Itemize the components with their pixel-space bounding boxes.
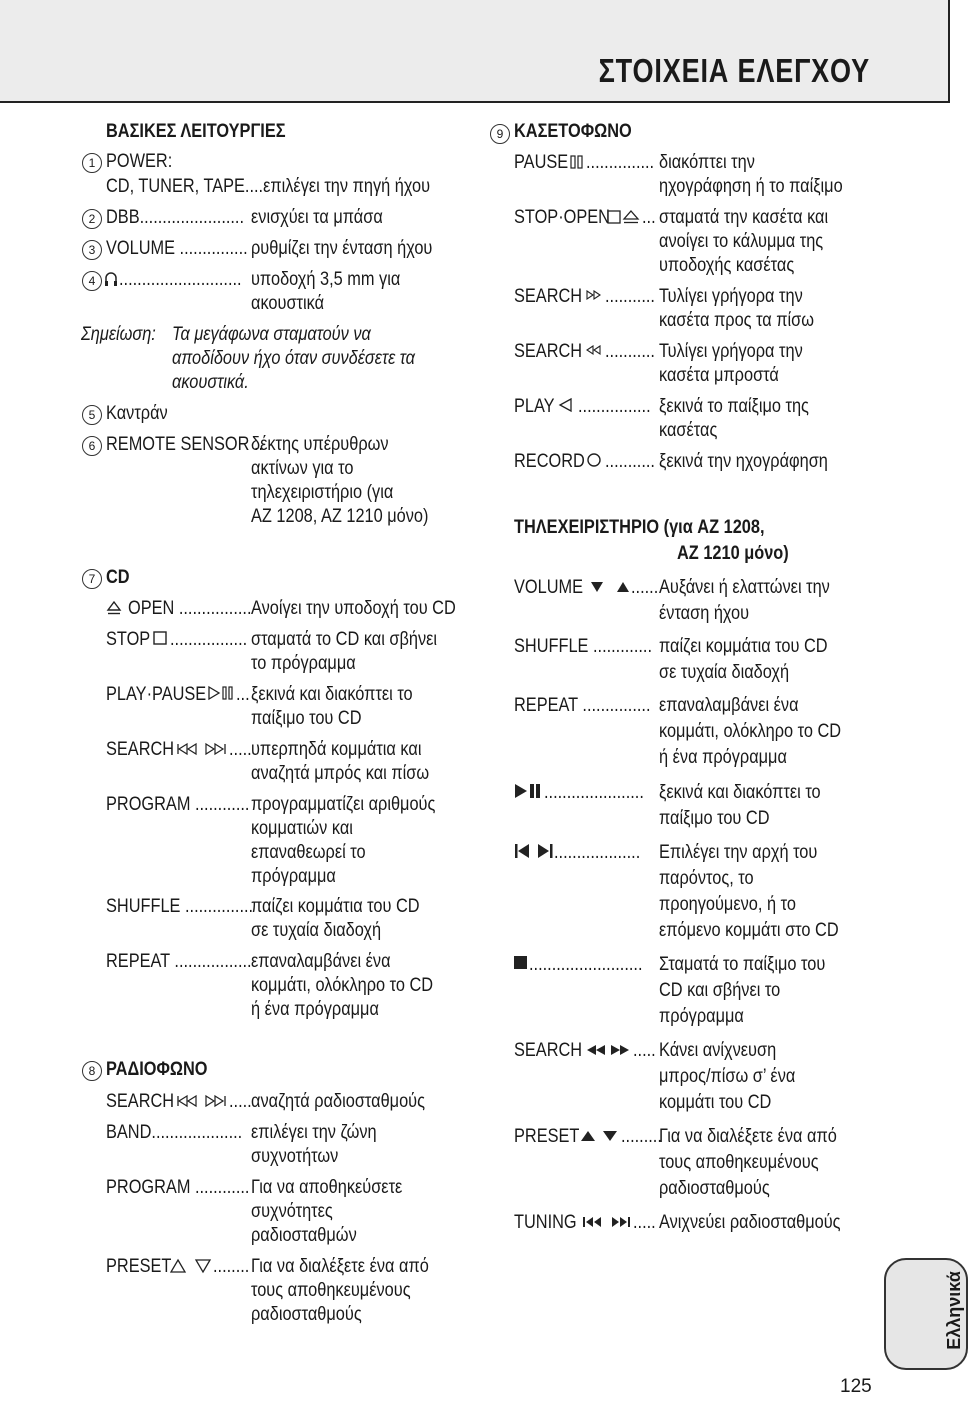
control-label: ... bbox=[642, 207, 656, 228]
skip-prev-next-icon bbox=[176, 1094, 228, 1108]
control-desc: CD, TUNER, TAPE....επιλέγει την πηγή ήχου bbox=[106, 176, 431, 197]
control-desc: κομμάτι, ολόκληρο το CD bbox=[659, 721, 842, 742]
tuning-skip-solid-icon bbox=[582, 1215, 634, 1229]
control-label: OPEN ................ bbox=[128, 598, 252, 619]
callout-number: 2 bbox=[82, 209, 102, 229]
control-desc: ξεκινά την ηχογράφηση bbox=[659, 451, 828, 472]
play-pause-solid-icon bbox=[514, 783, 542, 799]
stop-solid-icon bbox=[514, 956, 528, 970]
up-down-outline-icon bbox=[170, 1258, 212, 1274]
section-heading-cd: CD bbox=[106, 567, 130, 588]
control-desc: Επιλέγει την αρχή του bbox=[659, 842, 818, 863]
control-desc: σταματά την κασέτα και bbox=[659, 207, 829, 228]
control-label: SEARCH bbox=[106, 1091, 175, 1112]
control-label: PLAY bbox=[514, 396, 555, 417]
control-desc: προγραμματίζει αριθμούς bbox=[251, 794, 436, 815]
control-desc: Τυλίγει γρήγορα την bbox=[659, 341, 803, 362]
callout-number: 1 bbox=[82, 153, 102, 173]
control-label: PRESET bbox=[106, 1256, 172, 1277]
control-desc: Ανοίγει την υποδοχή του CD bbox=[251, 598, 456, 619]
control-desc: ένταση ήχου bbox=[659, 603, 750, 624]
section-heading-remote: ΤΗΛΕΧΕΙΡΙΣΤΗΡΙΟ (για AZ 1208, bbox=[514, 517, 765, 538]
control-desc: σταματά το CD και σβήνει bbox=[251, 629, 438, 650]
record-icon bbox=[586, 452, 602, 468]
control-desc: επαναθεωρεί το bbox=[251, 842, 366, 863]
control-desc: επόμενο κομμάτι στο CD bbox=[659, 920, 839, 941]
control-desc: Ανιχνεύει ραδιοσταθμούς bbox=[659, 1212, 841, 1233]
control-desc: Αυξάνει ή ελαττώνει την bbox=[659, 577, 830, 598]
callout-number: 5 bbox=[82, 405, 102, 425]
skip-prev-next-icon bbox=[176, 742, 228, 756]
control-desc: πρόγραμμα bbox=[659, 1006, 744, 1027]
language-tab-label: Ελληνικά bbox=[943, 1271, 964, 1350]
control-desc: ξεκινά και διακόπτει το bbox=[659, 782, 821, 803]
control-label: SHUFFLE ............. bbox=[514, 636, 653, 657]
control-label: ... bbox=[236, 684, 250, 705]
callout-number: 7 bbox=[82, 569, 102, 589]
control-desc: κομμάτι του CD bbox=[659, 1092, 772, 1113]
control-label: ........... bbox=[605, 341, 655, 362]
note-text: αποδίδουν ήχο όταν συνδέσετε τα bbox=[172, 348, 416, 369]
control-desc: επιλέγει την ζώνη bbox=[251, 1122, 377, 1143]
control-desc: το πρόγραμμα bbox=[251, 653, 356, 674]
control-label: SEARCH bbox=[514, 1040, 583, 1061]
control-label: POWER: bbox=[106, 151, 173, 172]
section-heading-tape: ΚΑΣΕΤΟΦΩΝΟ bbox=[514, 121, 632, 142]
control-desc: Για να αποθηκεύσετε bbox=[251, 1177, 403, 1198]
control-desc: αναζητά ραδιοσταθμούς bbox=[251, 1091, 425, 1112]
control-desc: διακόπτει την bbox=[659, 152, 755, 173]
control-desc: πρόγραμμα bbox=[251, 866, 336, 887]
control-desc: παρόντος, το bbox=[659, 868, 754, 889]
control-desc: υποδοχή 3,5 mm για bbox=[251, 269, 401, 290]
control-desc: κασέτας bbox=[659, 420, 718, 441]
control-desc: σε τυχαία διαδοχή bbox=[659, 662, 790, 683]
control-label: SEARCH bbox=[514, 341, 583, 362]
control-label: ......................... bbox=[529, 954, 643, 975]
control-desc: υποδοχής κασέτας bbox=[659, 255, 795, 276]
control-desc: κομματιών και bbox=[251, 818, 353, 839]
control-label: BAND.................... bbox=[106, 1122, 243, 1143]
control-desc: ακουστικά bbox=[251, 293, 325, 314]
control-desc: Σταματά το παίξιμο του bbox=[659, 954, 826, 975]
control-label: PROGRAM ............ bbox=[106, 794, 250, 815]
control-label: ................... bbox=[554, 842, 641, 863]
control-label: STOP bbox=[106, 629, 151, 650]
up-down-solid-icon bbox=[579, 1129, 621, 1143]
control-label: REPEAT ............... bbox=[514, 695, 651, 716]
control-desc: ξεκινά και διακόπτει το bbox=[251, 684, 413, 705]
control-label: VOLUME bbox=[514, 577, 584, 598]
control-label: REMOTE SENSOR .. bbox=[106, 434, 264, 455]
control-desc: τους αποθηκευμένους bbox=[659, 1152, 819, 1173]
callout-number: 3 bbox=[82, 240, 102, 260]
control-desc: ακτίνων για το bbox=[251, 458, 354, 479]
control-label: ...... bbox=[631, 577, 659, 598]
control-label: SEARCH bbox=[106, 739, 175, 760]
rewind-forward-solid-icon bbox=[585, 1043, 635, 1057]
control-desc: τους αποθηκευμένους bbox=[251, 1280, 411, 1301]
control-desc: τηλεχειριστήριο (για bbox=[251, 482, 394, 503]
play-left-icon bbox=[558, 397, 574, 413]
callout-number: 9 bbox=[490, 124, 510, 144]
control-label: ............... bbox=[586, 152, 655, 173]
page-number: 125 bbox=[840, 1376, 872, 1397]
control-label: SHUFFLE ............... bbox=[106, 896, 254, 917]
control-label: ........... bbox=[605, 451, 655, 472]
rewind-icon bbox=[585, 344, 605, 356]
fast-forward-icon bbox=[585, 289, 605, 301]
control-desc: αναζητά μπρός και πίσω bbox=[251, 763, 430, 784]
control-label: REPEAT ................. bbox=[106, 951, 252, 972]
page-title: ΣΤΟΙΧΕΙΑ ΕΛΕΓΧΟΥ bbox=[598, 52, 870, 89]
control-desc: ενισχύει τα μπάσα bbox=[251, 207, 383, 228]
control-label: ..... bbox=[229, 739, 252, 760]
control-desc: ραδιοσταθμών bbox=[251, 1225, 357, 1246]
control-desc: Για να διαλέξετε ένα από bbox=[659, 1126, 837, 1147]
control-label: ..... bbox=[633, 1040, 656, 1061]
control-desc: παίξιμο του CD bbox=[251, 708, 362, 729]
control-label: PLAY·PAUSE bbox=[106, 684, 207, 705]
eject-icon bbox=[106, 600, 122, 616]
control-desc: συχνοτήτων bbox=[251, 1146, 339, 1167]
control-desc: προηγούμενο, ή το bbox=[659, 894, 796, 915]
control-desc: επαναλαμβάνει ένα bbox=[251, 951, 391, 972]
control-desc: κομμάτι, ολόκληρο το CD bbox=[251, 975, 434, 996]
control-desc: ξεκινά το παίξιμο της bbox=[659, 396, 809, 417]
control-desc: συχνότητες bbox=[251, 1201, 333, 1222]
control-desc: παίζει κομμάτια του CD bbox=[251, 896, 420, 917]
control-desc: παίξιμο του CD bbox=[659, 808, 770, 829]
control-desc: δέκτης υπέρυθρων bbox=[251, 434, 389, 455]
control-desc: Για να διαλέξετε ένα από bbox=[251, 1256, 429, 1277]
control-desc: AZ 1208, AZ 1210 μόνο) bbox=[251, 506, 429, 527]
control-label: ..... bbox=[633, 1212, 656, 1233]
section-heading-radio: ΡΑΔΙΟΦΩΝΟ bbox=[106, 1059, 208, 1080]
control-label: ........... bbox=[605, 286, 655, 307]
section-heading-remote: AZ 1210 μόνο) bbox=[677, 543, 789, 564]
callout-number: 6 bbox=[82, 436, 102, 456]
control-label: ................ bbox=[578, 396, 651, 417]
control-label: ......... bbox=[621, 1126, 662, 1147]
note-text: ακουστικά. bbox=[172, 372, 249, 393]
callout-number: 8 bbox=[82, 1061, 102, 1081]
control-label: ..... bbox=[229, 1091, 252, 1112]
control-desc: Τυλίγει γρήγορα την bbox=[659, 286, 803, 307]
note-label: Σημείωση: bbox=[81, 324, 156, 345]
control-desc: μπρος/πίσω σ’ ένα bbox=[659, 1066, 796, 1087]
control-desc: κασέτα μπροστά bbox=[659, 365, 779, 386]
control-desc: ή ένα πρόγραμμα bbox=[251, 999, 379, 1020]
section-heading-basic: ΒΑΣΙΚΕΣ ΛΕΙΤΟΥΡΓΙΕΣ bbox=[106, 121, 286, 142]
play-pause-icon bbox=[207, 685, 237, 701]
control-label: PAUSE bbox=[514, 152, 569, 173]
headphones-icon bbox=[104, 270, 118, 288]
control-desc: ραδιοσταθμούς bbox=[251, 1304, 362, 1325]
volume-down-up-icon bbox=[589, 580, 631, 594]
control-label: SEARCH bbox=[514, 286, 583, 307]
control-label: TUNING bbox=[514, 1212, 577, 1233]
note-text: Τα μεγάφωνα σταματούν να bbox=[172, 324, 371, 345]
control-label: PROGRAM ............ bbox=[106, 1177, 250, 1198]
pause-icon bbox=[569, 154, 585, 170]
control-desc: υπερπηδά κομμάτια και bbox=[251, 739, 422, 760]
control-desc: ραδιοσταθμούς bbox=[659, 1178, 770, 1199]
control-label: VOLUME ............... bbox=[106, 238, 248, 259]
control-label: ........................... bbox=[119, 269, 242, 290]
control-desc: επαναλαμβάνει ένα bbox=[659, 695, 799, 716]
control-label: ................. bbox=[170, 629, 248, 650]
control-desc: ηχογράφηση ή το παίξιμο bbox=[659, 176, 843, 197]
control-label: PRESET bbox=[514, 1126, 580, 1147]
skip-solid-icon bbox=[514, 843, 554, 859]
control-desc: σε τυχαία διαδοχή bbox=[251, 920, 382, 941]
control-label: Καντράν bbox=[106, 403, 168, 424]
callout-number: 4 bbox=[82, 271, 102, 291]
control-desc: κασέτα προς τα πίσω bbox=[659, 310, 815, 331]
control-desc: ρυθμίζει την ένταση ήχου bbox=[251, 238, 433, 259]
control-desc: Κάνει ανίχνευση bbox=[659, 1040, 777, 1061]
control-desc: ή ένα πρόγραμμα bbox=[659, 747, 787, 768]
control-desc: CD και σβήνει το bbox=[659, 980, 781, 1001]
stop-icon bbox=[153, 631, 167, 645]
control-label: ........ bbox=[213, 1256, 250, 1277]
control-label: STOP·OPEN bbox=[514, 207, 610, 228]
control-label: DBB....................... bbox=[106, 207, 245, 228]
stop-eject-icon bbox=[607, 209, 643, 225]
control-label: ...................... bbox=[544, 782, 644, 803]
control-label: RECORD bbox=[514, 451, 585, 472]
control-desc: ανοίγει το κάλυμμα της bbox=[659, 231, 824, 252]
control-desc: παίζει κομμάτια του CD bbox=[659, 636, 828, 657]
